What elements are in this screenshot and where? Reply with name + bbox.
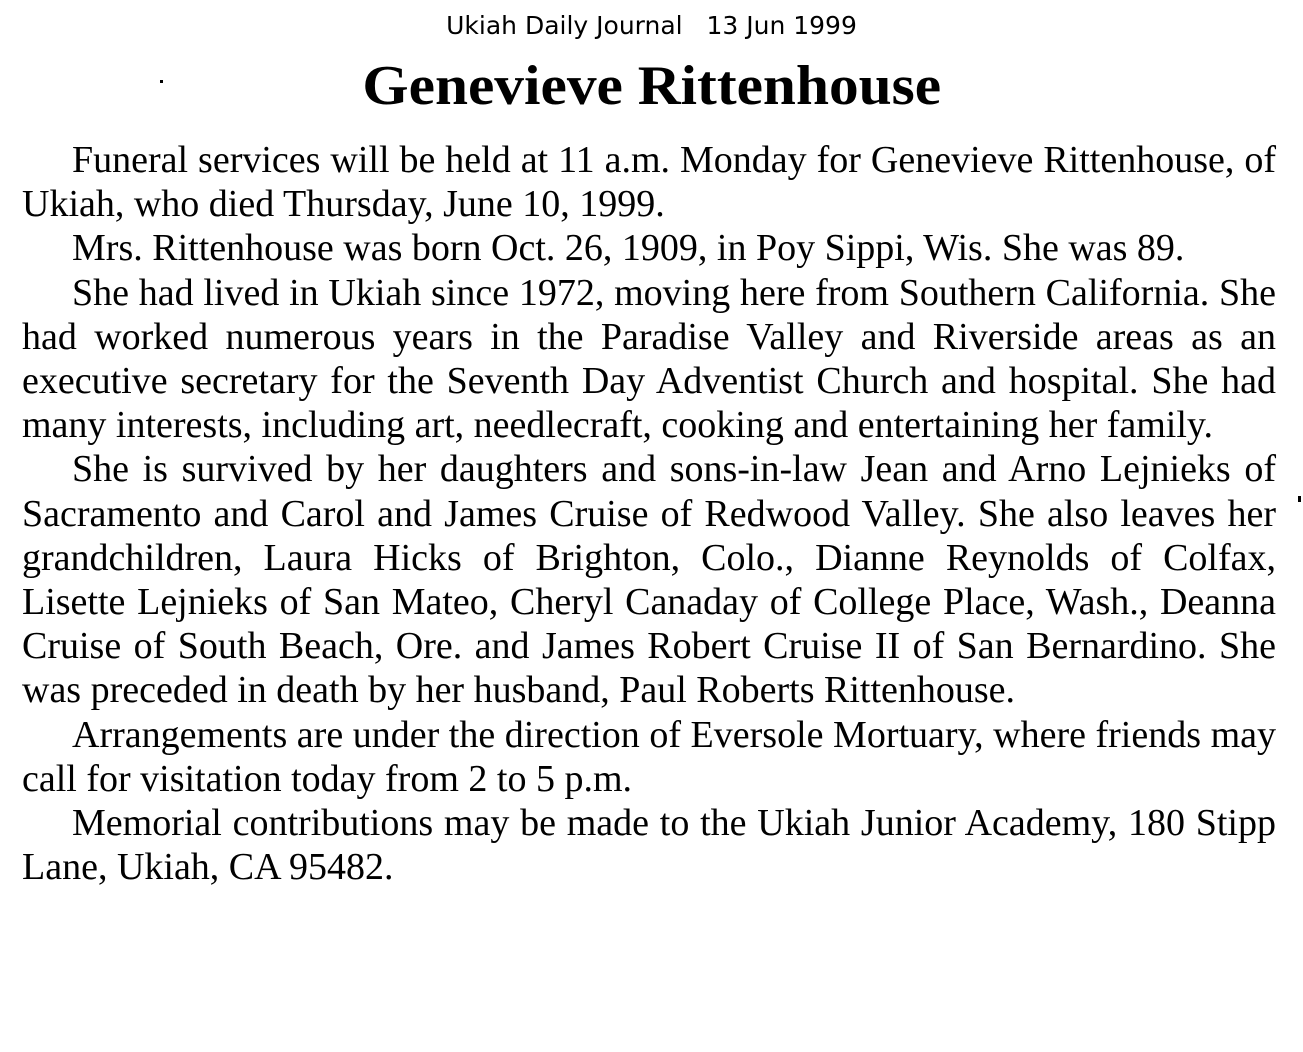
scan-speck [1298,496,1301,502]
paragraph-arrangements: Arrangements are under the direction of Eversole Mortuary, where friends may call for visitation today from 2 to 5 p.m. [22,713,1276,800]
publication-date: 13 Jun 1999 [706,11,857,40]
paragraph-birth: Mrs. Rittenhouse was born Oct. 26, 1909, in Poy Sippi, Wis. She was 89. [72,227,1185,270]
paragraph-memorial: Memorial contributions may be made to the Ukiah Junior Academy, 180 Stipp Lane, Ukiah, CA 95482. [22,802,1276,889]
scan-speck [160,80,163,83]
paragraph-life: She had lived in Ukiah since 1972, moving here from Southern California. She had worked numerous years in the Paradise Valley and Riverside areas as an executive secretary for the Seventh Day Adventist Church and hospital. She had many interests, including art, needlecraft, cooking and entertaining her family. [22,271,1276,447]
source-line [0,8,1303,44]
obituary-body [22,138,1276,889]
paragraph-survivors: She is survived by her daughters and sons-in-law Jean and Arno Lejnieks of Sacramento and Carol and James Cruise of Redwood Valley. She also leaves her grandchildren, Laura Hicks of Brighton, Colo., Dianne Reynolds of Colfax, Lisette Lejnieks of San Mateo, Cheryl Canaday of College Place, Wash., Deanna Cruise of South Beach, Ore. and James Robert Cruise II of San Bernardino. She was preceded in death by her husband, Paul Roberts Rittenhouse. [22,448,1276,712]
paragraph-funeral-services: Funeral services will be held at 11 a.m. Monday for Genevieve Rittenhouse, of Ukiah, who died Thursday, June 10, 1999. [22,139,1276,226]
publication-name: Ukiah Daily Journal [446,11,683,40]
obituary-headline: Genevieve Rittenhouse [362,55,942,117]
